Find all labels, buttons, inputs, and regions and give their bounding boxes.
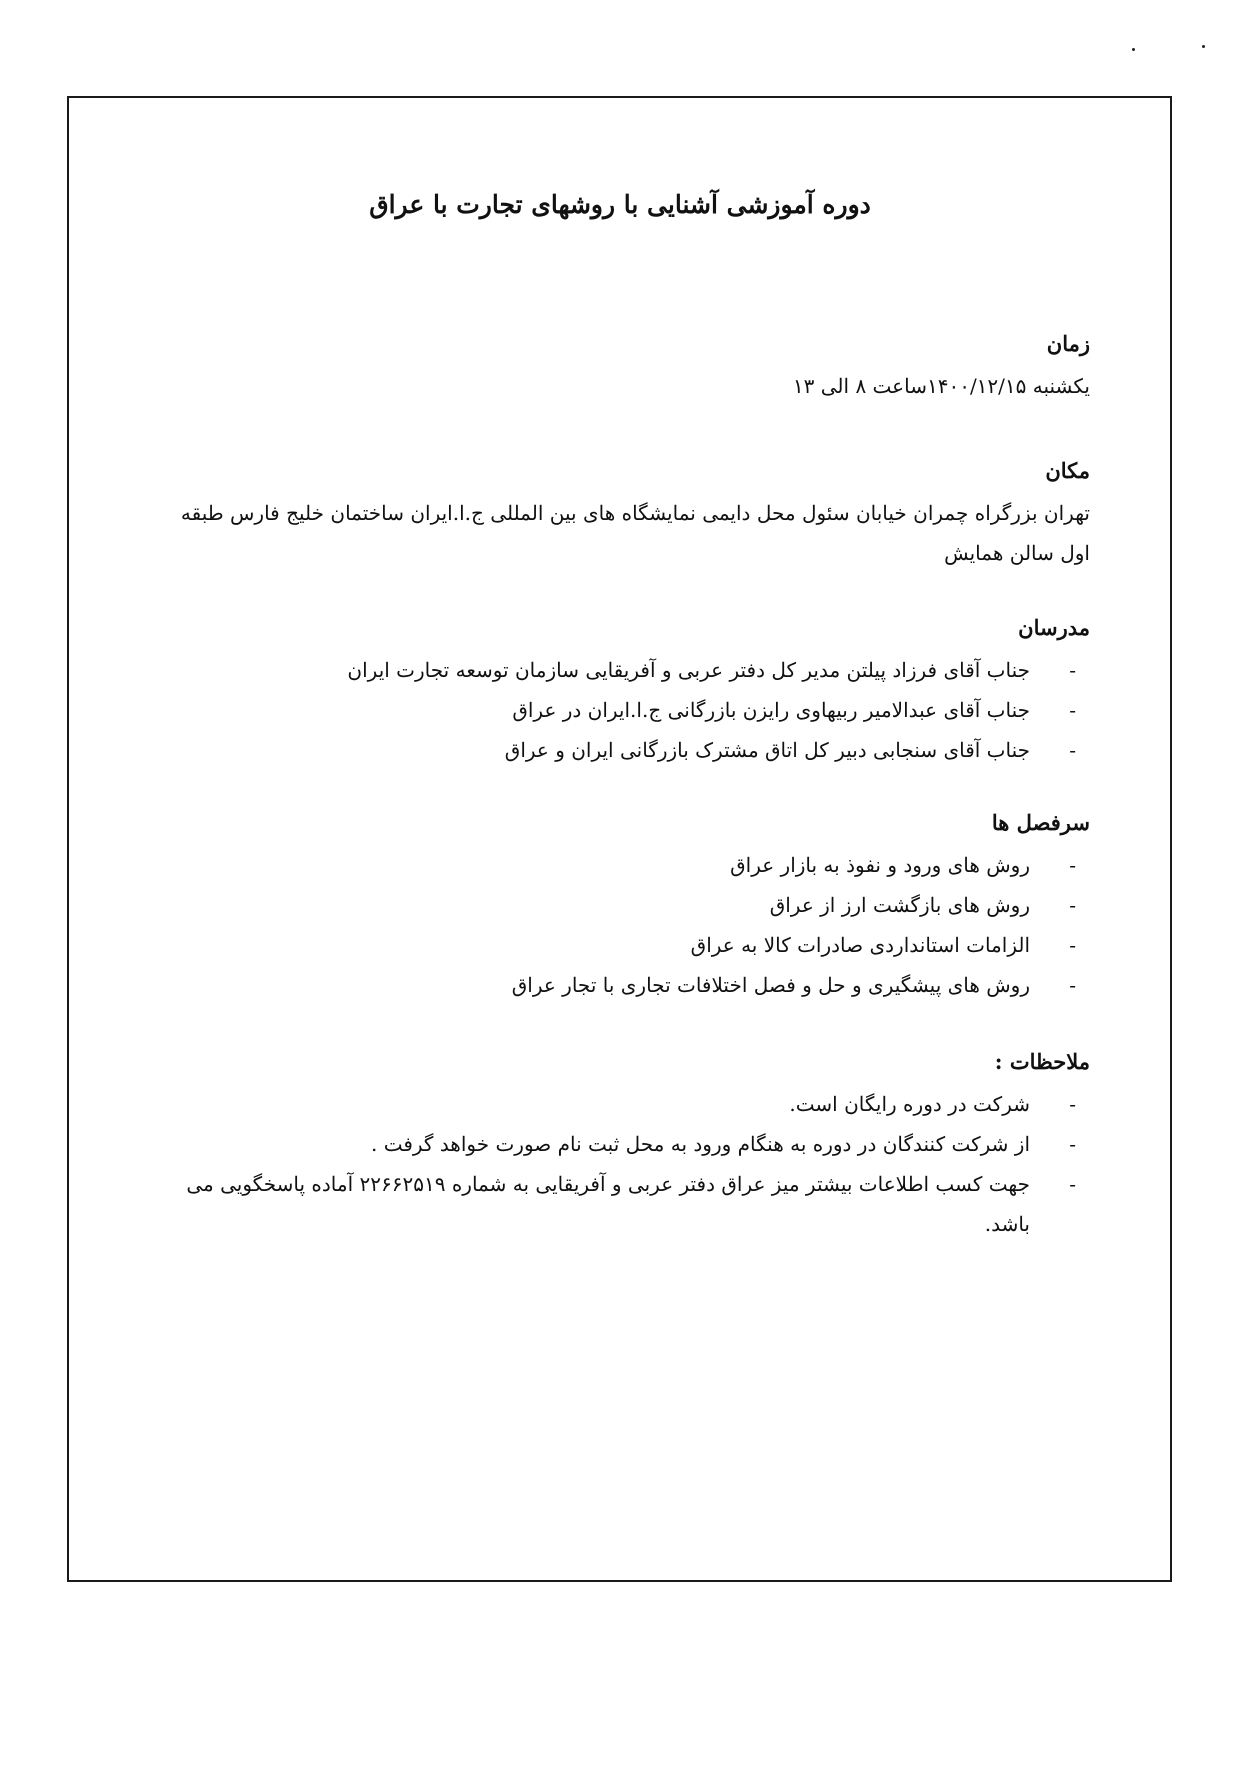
- list-item: [150, 885, 1076, 925]
- bullet-dash: -: [1069, 738, 1076, 762]
- topics-section: [150, 810, 1090, 1005]
- bullet-dash: -: [1069, 893, 1076, 917]
- place-section: [150, 458, 1090, 573]
- scan-speck: [1132, 48, 1135, 51]
- notes-section: [150, 1049, 1090, 1244]
- bullet-dash: -: [1069, 853, 1076, 877]
- list-item: [150, 925, 1076, 965]
- topics-list: [150, 845, 1090, 1005]
- bullet-dash: -: [1069, 1132, 1076, 1156]
- topics-heading: سرفصل ها: [991, 810, 1090, 835]
- list-item: [150, 730, 1076, 770]
- list-item: [150, 690, 1076, 730]
- teachers-list: [150, 650, 1090, 770]
- scan-speck: [1202, 45, 1205, 48]
- bullet-dash: -: [1069, 1092, 1076, 1116]
- time-section: [150, 331, 1090, 406]
- bullet-dash: -: [1069, 933, 1076, 957]
- list-item: [150, 1164, 1076, 1244]
- bullet-dash: -: [1069, 658, 1076, 682]
- teachers-section: [150, 615, 1090, 770]
- list-item: [150, 1124, 1076, 1164]
- bullet-dash: -: [1069, 1172, 1076, 1196]
- topic-text: الزامات استانداردی صادرات کالا به عراق: [690, 933, 1030, 957]
- place-text: تهران بزرگراه چمران خیابان سئول محل دایمی نمایشگاه های بین المللی ج.ا.ایران ساختمان خلیج فارس طبقه اول سالن همایش: [180, 501, 1090, 565]
- document-title: دوره آموزشی آشنایی با روشهای تجارت با عراق: [369, 190, 871, 219]
- time-heading: زمان: [1046, 331, 1090, 356]
- teacher-text: جناب آقای سنجابی دبیر کل اتاق مشترک بازرگانی ایران و عراق: [504, 738, 1030, 762]
- topic-text: روش های ورود و نفوذ به بازار عراق: [730, 853, 1030, 877]
- note-text: شرکت در دوره رایگان است.: [789, 1092, 1030, 1116]
- bullet-dash: -: [1069, 973, 1076, 997]
- list-item: [150, 1084, 1076, 1124]
- notes-heading: ملاحظات :: [994, 1049, 1090, 1074]
- note-text: از شرکت کنندگان در دوره به هنگام ورود به محل ثبت نام صورت خواهد گرفت .: [370, 1132, 1030, 1156]
- list-item: [150, 650, 1076, 690]
- teacher-text: جناب آقای عبدالامیر ربیهاوی رایزن بازرگانی ج.ا.ایران در عراق: [512, 698, 1030, 722]
- bullet-dash: -: [1069, 698, 1076, 722]
- document-content: [150, 190, 1090, 1284]
- topic-text: روش های بازگشت ارز از عراق: [769, 893, 1030, 917]
- list-item: [150, 845, 1076, 885]
- list-item: [150, 965, 1076, 1005]
- place-heading: مکان: [1045, 458, 1090, 483]
- teachers-heading: مدرسان: [1018, 615, 1090, 640]
- note-text: جهت کسب اطلاعات بیشتر میز عراق دفتر عربی و آفریقایی به شماره ۲۲۶۶۲۵۱۹ آماده پاسخگویی می باشد.: [186, 1172, 1030, 1236]
- topic-text: روش های پیشگیری و حل و فصل اختلافات تجاری با تجار عراق: [511, 973, 1030, 997]
- notes-list: [150, 1084, 1090, 1244]
- time-text: یکشنبه ۱۴۰۰/۱۲/۱۵ساعت ۸ الی ۱۳: [792, 374, 1090, 398]
- teacher-text: جناب آقای فرزاد پیلتن مدیر کل دفتر عربی و آفریقایی سازمان توسعه تجارت ایران: [347, 658, 1030, 682]
